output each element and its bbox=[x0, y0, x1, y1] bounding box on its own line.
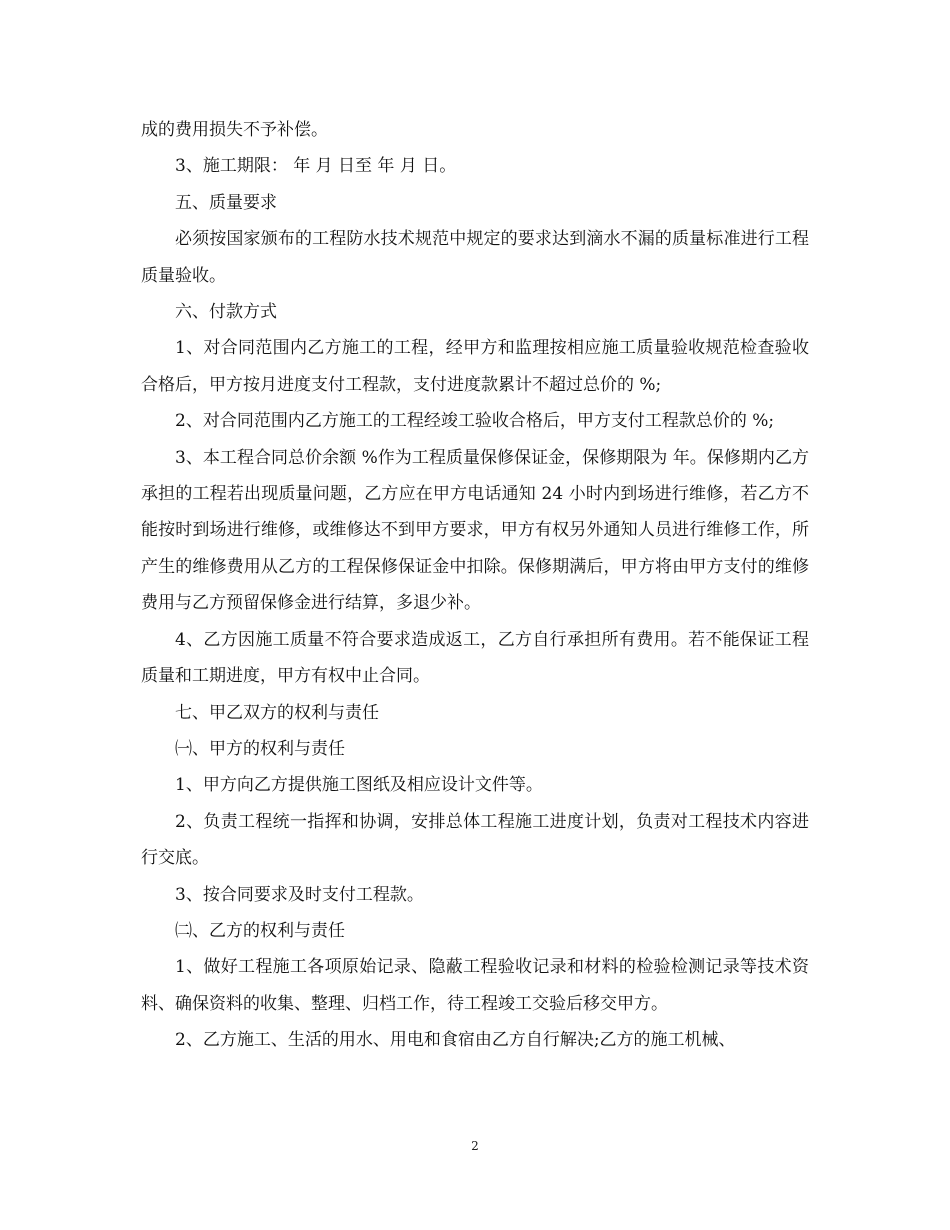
paragraph-9: 4、乙方因施工质量不符合要求造成返工，乙方自行承担所有费用。若不能保证工程质量和工期进度，甲方有权中止合同。 bbox=[141, 629, 809, 687]
paragraph-7: 2、对合同范围内乙方施工的工程经竣工验收合格后，甲方支付工程款总价的 %; bbox=[175, 411, 775, 432]
paragraph-2: 3、施工期限： 年 月 日至 年 月 日。 bbox=[175, 156, 457, 177]
document-body bbox=[141, 112, 809, 1059]
section-heading-payment: 六、付款方式 bbox=[175, 302, 277, 323]
paragraph-12: 1、甲方向乙方提供施工图纸及相应设计文件等。 bbox=[175, 775, 543, 796]
paragraph-1: 成的费用损失不予补偿。 bbox=[141, 120, 328, 140]
paragraph-8: 3、本工程合同总价余额 %作为工程质量保修保证金，保修期限为 年。保修期内乙方承担的工程若出现质量问题，乙方应在甲方电话通知 24 小时内到场进行维修，若乙方不能按时到场进行维修，或维修达不到甲方要求，甲方有权另外通知人员进行维修工作，所产生的维修费用从乙方的工程保修保证金中扣除。保修期满后，甲方将由甲方支付的维修费用与乙方预留保修金进行结算，多退少补。 bbox=[141, 447, 809, 614]
section-heading-quality: 五、质量要求 bbox=[175, 192, 277, 213]
subheading-party-a: ㈠、甲方的权利与责任 bbox=[175, 738, 345, 759]
section-heading-rights: 七、甲乙双方的权利与责任 bbox=[175, 702, 379, 723]
page-number: 2 bbox=[471, 1139, 479, 1153]
paragraph-16: 1、做好工程施工各项原始记录、隐蔽工程验收记录和材料的检验检测记录等技术资料、确保资料的收集、整理、归档工作，待工程竣工交验后移交甲方。 bbox=[141, 957, 809, 1014]
subheading-party-b: ㈡、乙方的权利与责任 bbox=[175, 920, 345, 941]
paragraph-17: 2、乙方施工、生活的用水、用电和食宿由乙方自行解决;乙方的施工机械、 bbox=[175, 1030, 736, 1051]
paragraph-14: 3、按合同要求及时支付工程款。 bbox=[175, 884, 424, 905]
paragraph-6: 1、对合同范围内乙方施工的工程，经甲方和监理按相应施工质量验收规范检查验收合格后，甲方按月进度支付工程款，支付进度款累计不超过总价的 %; bbox=[141, 338, 809, 395]
paragraph-13: 2、负责工程统一指挥和协调，安排总体工程施工进度计划，负责对工程技术内容进行交底。 bbox=[141, 811, 809, 869]
paragraph-4: 必须按国家颁布的工程防水技术规范中规定的要求达到滴水不漏的质量标准进行工程质量验收。 bbox=[141, 229, 809, 286]
